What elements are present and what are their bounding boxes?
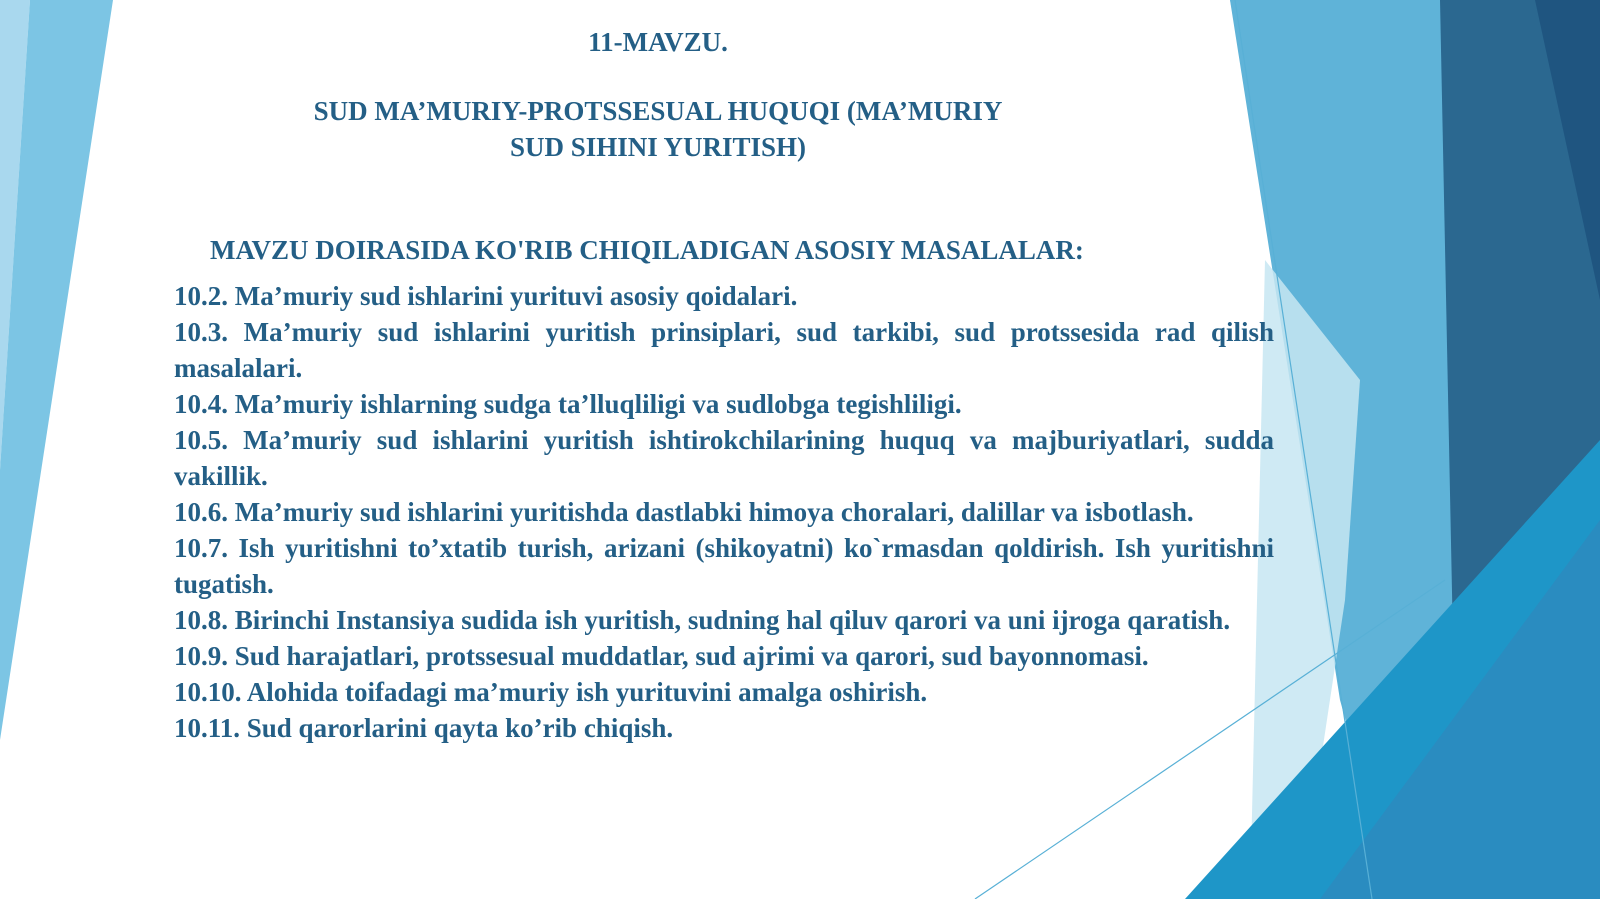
list-item: 10.5. Ma’muriy sud ishlarini yuritish ishtirokchilarining huquq va majburiyatlari, sudda vakillik. [174,425,1274,491]
list-item: 10.3. Ma’muriy sud ishlarini yuritish prinsiplari, sud tarkibi, sud protssesida rad qilish masalalari. [174,317,1274,383]
topic-title [0,93,1316,165]
list-item: 10.7. Ish yuritishni to’xtatib turish, arizani (shikoyatni) ko`rmasdan qoldirish. Ish yuritishni tugatish. [174,533,1274,599]
section-heading: MAVZU DOIRASIDA KO'RIB CHIQILADIGAN ASOSIY MASALALAR: [210,235,1084,265]
topic-number: 11-MAVZU. [588,27,728,57]
issues-list [174,278,1274,746]
list-item: 10.9. Sud harajatlari, protssesual muddatlar, sud ajrimi va qarori, sud bayonnomasi. [174,641,1149,671]
list-item: 10.8. Birinchi Instansiya sudida ish yuritish, sudning hal qiluv qarori va uni ijroga qaratish. [174,605,1231,635]
list-item: 10.6. Ma’muriy sud ishlarini yuritishda dastlabki himoya choralari, dalillar va isbotlash. [174,497,1194,527]
list-item: 10.4. Ma’muriy ishlarning sudga ta’lluqliligi va sudlobga tegishliligi. [174,389,962,419]
list-item: 10.2. Ma’muriy sud ishlarini yurituvi asosiy qoidalari. [174,281,798,311]
topic-title-line-1: SUD MA’MURIY-PROTSSESUAL HUQUQI (MA’MURIY [313,96,1003,126]
topic-title-line-2: SUD SIHINI YURITISH) [509,132,807,162]
list-item: 10.11. Sud qarorlarini qayta ko’rib chiqish. [174,713,674,743]
list-item: 10.10. Alohida toifadagi ma’muriy ish yurituvini amalga oshirish. [174,677,928,707]
